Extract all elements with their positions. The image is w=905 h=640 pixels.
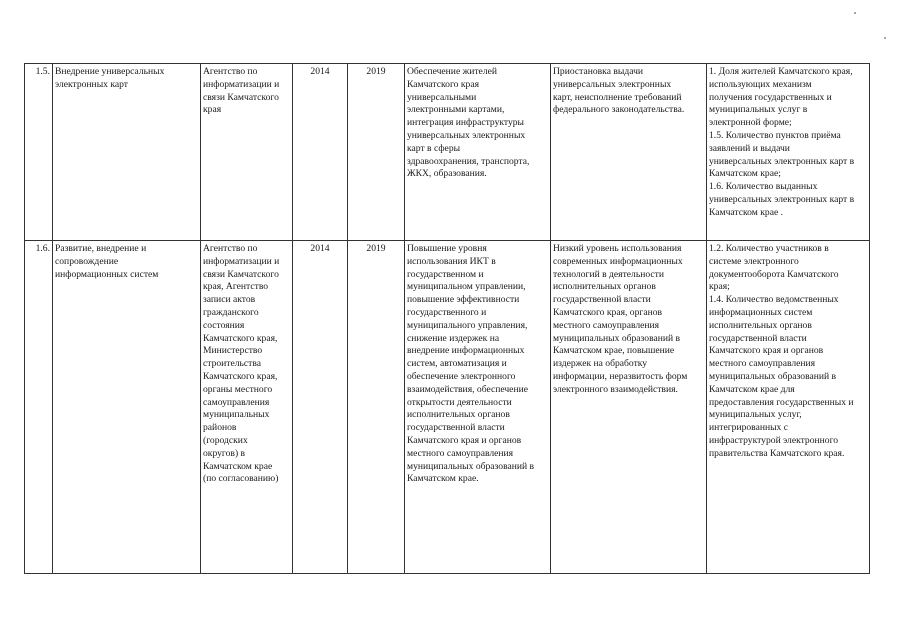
- expected-result: Обеспечение жителей Камчатского края универсальными электронными картами, интеграция инфраструктуры универсальных электронных карт в сферы здравоохранения, транспорта, ЖКХ, образования.: [405, 64, 551, 241]
- table-row: [25, 241, 870, 574]
- non-implementation-consequences: Приостановка выдачи универсальных электронных карт, неисполнение требований федерального законодательства.: [551, 64, 707, 241]
- start-year: 2014: [293, 241, 348, 574]
- related-indicators: 1.2. Количество участников в системе электронного документооборота Камчатского края; 1.4. Количество ведомственных информационных систем исполнительных органов государственной власти Камчатского края и органов местного самоуправления муниципальных образований в Камчатском крае для предоставления государственных и муниципальных услуг, интегрированных с инфраструктурой электронного правительства Камчатского края.: [707, 241, 870, 574]
- start-year: 2014: [293, 64, 348, 241]
- scan-speck: [854, 12, 856, 14]
- expected-result: Повышение уровня использования ИКТ в государственном и муниципальном управлении, повышение эффективности государственного и муниципального управления, снижение издержек на внедрение информационных систем, автоматизация и обеспечение электронного взаимодействия, обеспечение открытости деятельности исполнительных органов государственной власти Камчатского края и органов местного самоуправления муниципальных образований в Камчатском крае.: [405, 241, 551, 574]
- row-number: 1.6.: [25, 241, 53, 574]
- program-table: [24, 63, 870, 574]
- responsible-executor: Агентство по информатизации и связи Камчатского края: [201, 64, 293, 241]
- end-year: 2019: [348, 64, 405, 241]
- non-implementation-consequences: Низкий уровень использования современных информационных технологий в деятельности исполнительных органов государственной власти Камчатского края, органов местного самоуправления муниципальных образований в Камчатском крае, повышение издержек на обработку информации, неразвитость форм электронного взаимодействия.: [551, 241, 707, 574]
- related-indicators: 1. Доля жителей Камчатского края, использующих механизм получения государственных и муниципальных услуг в электронной форме; 1.5. Количество пунктов приёма заявлений и выдачи универсальных электронных карт в Камчатском крае; 1.6. Количество выданных универсальных электронных карт в Камчатском крае .: [707, 64, 870, 241]
- row-number: 1.5.: [25, 64, 53, 241]
- scan-speck: [884, 37, 886, 39]
- responsible-executor: Агентство по информатизации и связи Камчатского края, Агентство записи актов гражданского состояния Камчатского края, Министерство строительства Камчатского края, органы местного самоуправления муниципальных районов (городских округов) в Камчатском крае (по согласованию): [201, 241, 293, 574]
- end-year: 2019: [348, 241, 405, 574]
- table-row: [25, 64, 870, 241]
- activity-name: Развитие, внедрение и сопровождение информационных систем: [53, 241, 201, 574]
- activity-name: Внедрение универсальных электронных карт: [53, 64, 201, 241]
